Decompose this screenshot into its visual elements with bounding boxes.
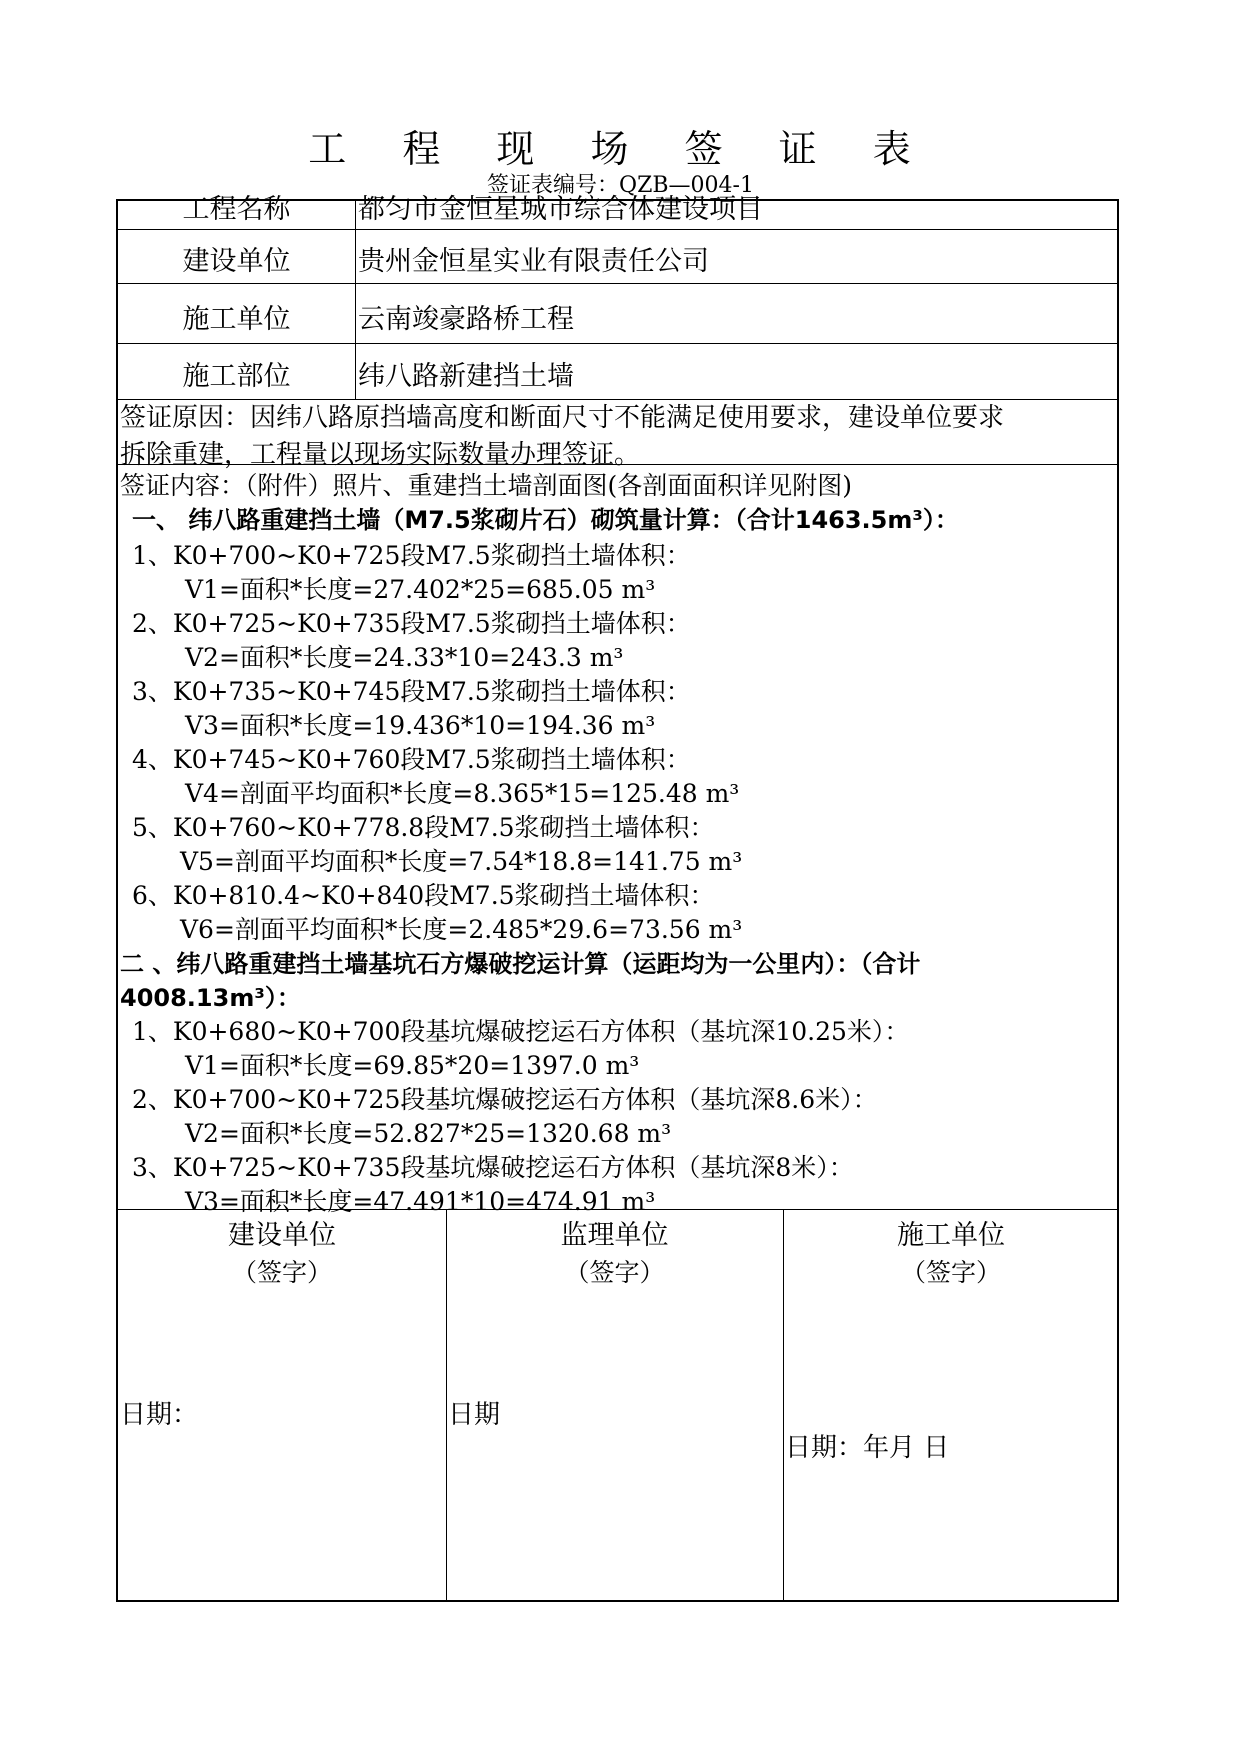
project-name-value: 都匀市金恒星城市综合体建设项目 bbox=[358, 194, 763, 225]
row-divider bbox=[118, 343, 1117, 344]
section-2-formula-1: V1=面积*长度=69.85*20=1397.0 m³ bbox=[185, 1051, 640, 1080]
supervisor-signature-cell bbox=[446, 1209, 783, 1601]
owner-unit-value: 贵州金恒星实业有限责任公司 bbox=[358, 246, 709, 277]
section-1-item-1: 1、K0+700~K0+725段M7.5浆砌挡土墙体积： bbox=[132, 541, 691, 570]
section-1-item-2: 2、K0+725~K0+735段M7.5浆砌挡土墙体积： bbox=[132, 609, 691, 638]
form-code: 签证表编号：QZB—004-1 bbox=[487, 173, 754, 198]
section-1-formula-5: V5=剖面平均面积*长度=7.54*18.8=141.75 m³ bbox=[180, 847, 743, 876]
content-intro: 签证内容：（附件）照片、重建挡土墙剖面图(各剖面面积详见附图) bbox=[120, 471, 853, 500]
contractor-value: 云南竣豪路桥工程 bbox=[358, 304, 574, 335]
section-1-formula-2: V2=面积*长度=24.33*10=243.3 m³ bbox=[185, 643, 624, 672]
row-divider bbox=[118, 283, 1117, 284]
section-2-item-3: 3、K0+725~K0+735段基坑爆破挖运石方体积（基坑深8米）： bbox=[132, 1153, 854, 1182]
section-1-item-5: 5、K0+760~K0+778.8段M7.5浆砌挡土墙体积： bbox=[132, 813, 715, 842]
section-2-formula-3: V3=面积*长度=47.491*10=474.91 m³ bbox=[185, 1187, 656, 1216]
row-divider bbox=[118, 229, 1117, 230]
section-2-item-2: 2、K0+700~K0+725段基坑爆破挖运石方体积（基坑深8.6米）： bbox=[132, 1085, 878, 1114]
contractor-sign-unit: 施工单位 bbox=[897, 1220, 1005, 1251]
contractor-sign-hint: （签字） bbox=[900, 1258, 1001, 1287]
owner-sign-hint: （签字） bbox=[231, 1258, 332, 1287]
section-1-formula-3: V3=面积*长度=19.436*10=194.36 m³ bbox=[185, 711, 656, 740]
contractor-label: 施工单位 bbox=[182, 304, 291, 335]
supervisor-sign-unit: 监理单位 bbox=[560, 1220, 669, 1251]
contractor-signature-cell bbox=[783, 1209, 1119, 1601]
section-1-item-3: 3、K0+735~K0+745段M7.5浆砌挡土墙体积： bbox=[132, 677, 691, 706]
project-name-label: 工程名称 bbox=[182, 194, 291, 225]
contractor-sign-date: 日期：年月 日 bbox=[785, 1433, 950, 1463]
reason-line-1: 签证原因：因纬八路原挡墙高度和断面尺寸不能满足使用要求，建设单位要求 bbox=[120, 403, 1005, 433]
section-1-item-4: 4、K0+745~K0+760段M7.5浆砌挡土墙体积： bbox=[132, 745, 691, 774]
owner-unit-label: 建设单位 bbox=[182, 246, 291, 277]
location-label: 施工部位 bbox=[182, 361, 291, 392]
form-title: 工 程 现 场 签 证 表 bbox=[308, 127, 933, 171]
supervisor-sign-date: 日期 bbox=[448, 1400, 501, 1430]
section-2-formula-2: V2=面积*长度=52.827*25=1320.68 m³ bbox=[185, 1119, 672, 1148]
section-1-item-6: 6、K0+810.4~K0+840段M7.5浆砌挡土墙体积： bbox=[132, 881, 715, 910]
section-2-heading-line-1: 二 、纬八路重建挡土墙基坑石方爆破挖运计算（运距均为一公里内）：（合计 bbox=[120, 950, 921, 978]
visa-reason bbox=[120, 400, 1115, 474]
visa-form-table bbox=[116, 194, 1119, 1602]
section-2-heading-line-2: 4008.13m³）： bbox=[120, 984, 301, 1012]
section-1-formula-6: V6=剖面平均面积*长度=2.485*29.6=73.56 m³ bbox=[180, 915, 743, 944]
owner-sign-unit: 建设单位 bbox=[228, 1220, 336, 1251]
section-1-heading: 一、 纬八路重建挡土墙（M7.5浆砌片石）砌筑量计算：（合计1463.5m³）： bbox=[132, 506, 959, 534]
supervisor-sign-hint: （签字） bbox=[564, 1258, 665, 1287]
section-1-formula-1: V1=面积*长度=27.402*25=685.05 m³ bbox=[185, 575, 656, 604]
section-1-formula-4: V4=剖面平均面积*长度=8.365*15=125.48 m³ bbox=[185, 779, 740, 808]
owner-sign-date: 日期： bbox=[120, 1400, 199, 1430]
reason-line-2: 拆除重建，工程量以现场实际数量办理签证。 bbox=[120, 440, 641, 470]
column-divider bbox=[355, 201, 356, 399]
owner-signature-cell bbox=[118, 1209, 446, 1601]
location-value: 纬八路新建挡土墙 bbox=[358, 361, 574, 392]
section-2-item-1: 1、K0+680~K0+700段基坑爆破挖运石方体积（基坑深10.25米）： bbox=[132, 1017, 910, 1046]
